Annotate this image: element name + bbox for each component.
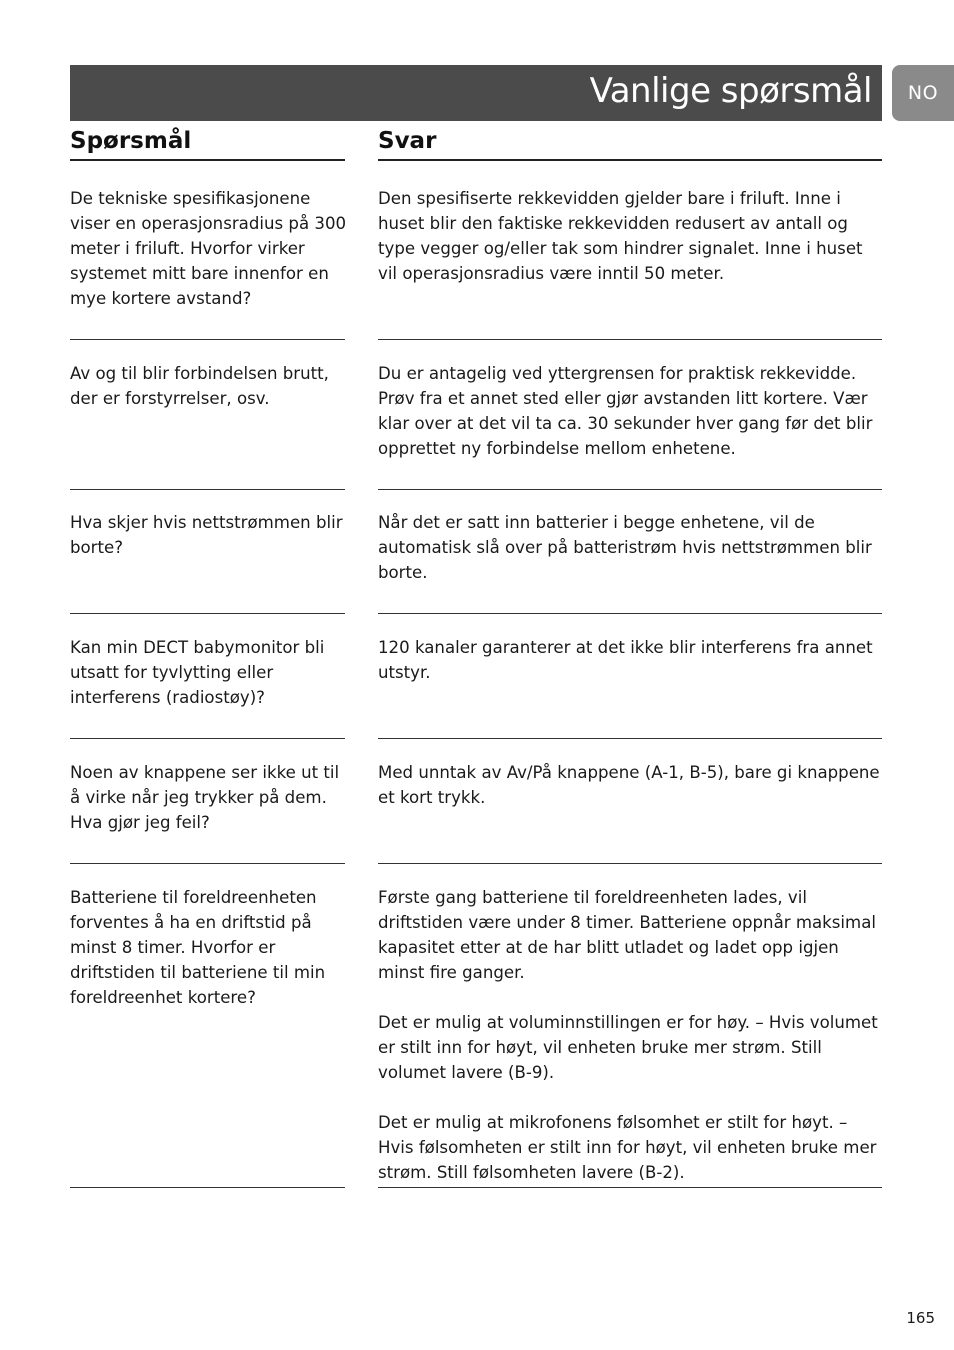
row-divider (70, 489, 345, 490)
row-divider (378, 489, 882, 490)
faq-answer-paragraph: Når det er satt inn batterier i begge enhetene, vil de automatisk slå over på batteristrøm hvis nettstrømmen blir borte. (378, 513, 872, 582)
faq-answer (378, 510, 886, 585)
title-banner (70, 65, 882, 121)
row-divider (70, 1187, 345, 1188)
faq-answer (378, 186, 886, 286)
row-divider (378, 1187, 882, 1188)
faq-answer-paragraph: 120 kanaler garanterer at det ikke blir interferens fra annet utstyr. (378, 638, 873, 682)
faq-answer-paragraph: Det er mulig at voluminnstillingen er for høy. – Hvis volumet er stilt inn for høyt, vil enheten bruke mer strøm. Still volumet lavere (B-9). (378, 1013, 878, 1082)
page-title: Vanlige spørsmål (589, 71, 872, 111)
answer-column-heading: Svar (378, 128, 882, 161)
row-divider (378, 613, 882, 614)
faq-question: Kan min DECT babymonitor bli utsatt for tyvlytting eller interferens (radiostøy)? (70, 638, 325, 707)
question-column-heading: Spørsmål (70, 128, 345, 161)
row-divider (378, 738, 882, 739)
faq-answer-paragraph: Det er mulig at mikrofonens følsomhet er stilt for høyt. – Hvis følsomheten er stilt inn for høyt, vil enheten bruke mer strøm. Still følsomheten lavere (B-2). (378, 1113, 877, 1182)
faq-answer (378, 885, 886, 1185)
faq-answer (378, 635, 886, 685)
faq-answer-paragraph: Du er antagelig ved yttergrensen for praktisk rekkevidde. Prøv fra et annet sted eller gjør avstanden litt kortere. Vær klar over at det vil ta ca. 30 sekunder hver gang før det blir opprettet ny forbindelse mellom enhetene. (378, 364, 873, 458)
row-divider (70, 613, 345, 614)
faq-question: Batteriene til foreldreenheten forventes å ha en driftstid på minst 8 timer. Hvorfor er driftstiden til batteriene til min foreldreenhet kortere? (70, 888, 326, 1007)
row-divider (378, 339, 882, 340)
faq-answer-paragraph: Med unntak av Av/På knappene (A-1, B-5), bare gi knappene et kort trykk. (378, 763, 880, 807)
faq-question: Noen av knappene ser ikke ut til å virke når jeg trykker på dem. Hva gjør jeg feil? (70, 763, 340, 832)
faq-answer (378, 361, 886, 461)
faq-question: De tekniske spesifikasjonene viser en operasjonsradius på 300 meter i friluft. Hvorfor virker systemet mitt bare innenfor en mye kortere avstand? (70, 189, 347, 308)
row-divider (70, 339, 345, 340)
page-number: 165 (906, 1309, 935, 1327)
faq-answer (378, 760, 886, 810)
row-divider (378, 863, 882, 864)
row-divider (70, 738, 345, 739)
faq-question: Av og til blir forbindelsen brutt, der er forstyrrelser, osv. (70, 364, 329, 408)
faq-answer-paragraph: Den spesifiserte rekkevidden gjelder bare i friluft. Inne i huset blir den faktiske rekkevidden redusert av antall og type vegger og/eller tak som hindrer signalet. Inne i huset vil operasjonsradius være inntil 50 meter. (378, 189, 863, 283)
row-divider (70, 863, 345, 864)
faq-answer-paragraph: Første gang batteriene til foreldreenheten lades, vil driftstiden være under 8 timer. Batteriene oppnår maksimal kapasitet etter at de har blitt utladet og ladet opp igjen minst fire ganger. (378, 888, 876, 982)
language-tab: NO (892, 65, 954, 121)
faq-question: Hva skjer hvis nettstrømmen blir borte? (70, 513, 343, 557)
